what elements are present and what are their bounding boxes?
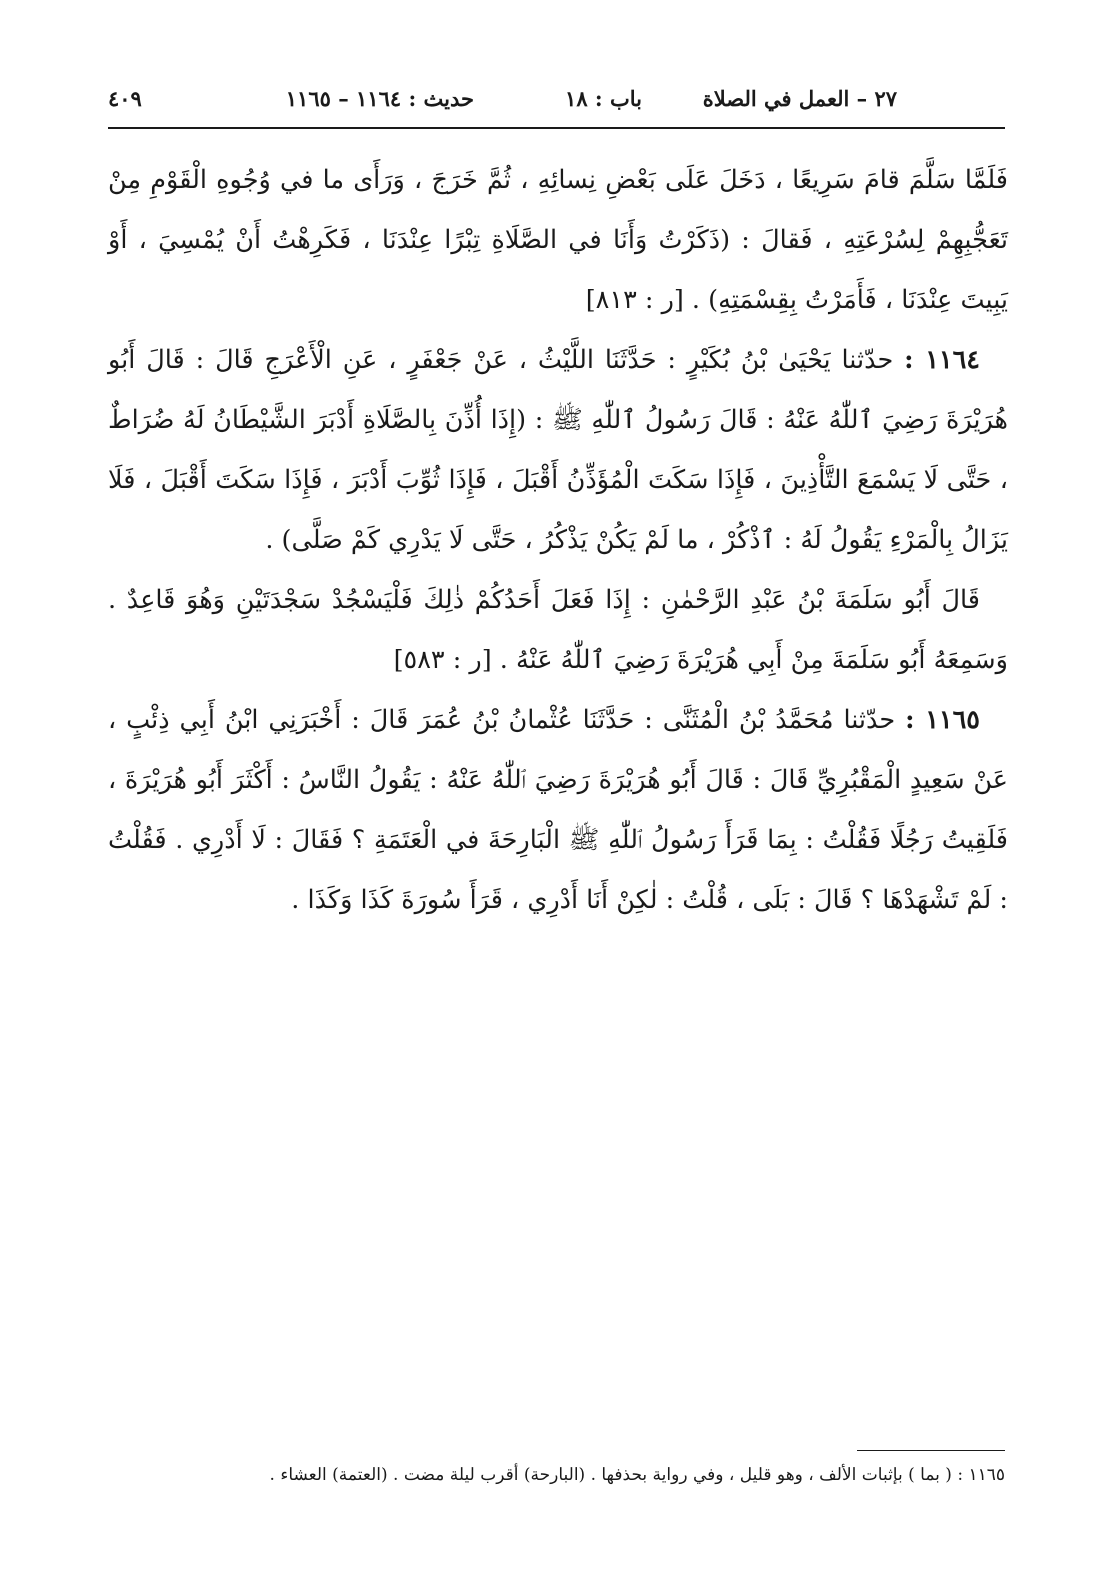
paragraph-text: قَالَ أَبُو سَلَمَةَ بْنُ عَبْدِ الرَّحْمٰنِ : إِذَا فَعَلَ أَحَدُكُمْ ذٰلِكَ فَلْيَسْجُدْ سَجْدَتَيْنِ وَهُوَ قَاعِدٌ . وَسَمِعَهُ أَبُو سَلَمَةَ مِنْ أَبِي هُرَيْرَةَ رَضِيَ ٱللّٰهُ عَنْهُ . [ر : ٥٨٣] (108, 585, 1008, 675)
hadith-1165 (108, 690, 1008, 930)
paragraph-text: حدّثنا مُحَمَّدُ بْنُ الْمُثَنَّى : حَدَّثَنَا عُثْمانُ بْنُ عُمَرَ قَالَ : أَخْبَرَنِي ابْنُ أَبِي ذِئْبٍ ، عَنْ سَعِيدٍ الْمَقْبُرِيِّ قَالَ : قَالَ أَبُو هُرَيْرَةَ رَضِيَ ٱللّٰهُ عَنْهُ : يَقُولُ النَّاسُ : أَكْثَرَ أَبُو هُرَيْرَةَ ، فَلَقِيتُ رَجُلًا فَقُلْتُ : بِمَا قَرَأَ رَسُولُ ٱللّٰهِ ﷺ الْبَارِحَةَ في الْعَتَمَةِ ؟ فَقَالَ : لَا أَدْرِي . فَقُلْتُ : لَمْ تَشْهَدْهَا ؟ قَالَ : بَلَى ، قُلْتُ : لٰكِنْ أَنَا أَدْرِي ، قَرَأَ سُورَةَ كَذَا وَكَذَا . (108, 705, 1008, 915)
chapter-title: ٢٧ – العمل في الصلاة (702, 86, 897, 111)
bab-number: باب : ١٨ (565, 86, 642, 111)
running-header (108, 82, 897, 122)
page-number: ٤٠٩ (108, 86, 142, 111)
footnote-rule (857, 1450, 1005, 1451)
paragraph-text: فَلَمَّا سَلَّمَ قامَ سَرِيعًا ، دَخَلَ عَلَى بَعْضِ نِسائِهِ ، ثُمَّ خَرَجَ ، وَرَأَى ما في وُجُوهِ الْقَوْمِ مِنْ تَعَجُّبِهِمْ لِسُرْعَتِهِ ، فَقالَ : (ذَكَرْتُ وَأَنَا في الصَّلَاةِ تِبْرًا عِنْدَنَا ، فَكَرِهْتُ أَنْ يُمْسِيَ ، أَوْ يَبِيتَ عِنْدَنَا ، فَأَمَرْتُ بِقِسْمَتِهِ) . [ر : ٨١٣] (108, 165, 1008, 315)
header-rule (108, 127, 1005, 129)
paragraph-abu-salama (108, 570, 1008, 690)
hadith-1164 (108, 330, 1008, 570)
paragraph-continuation (108, 150, 1008, 330)
hadith-number: ١١٦٤ : (904, 345, 980, 375)
hadith-range: حديث : ١١٦٤ – ١١٦٥ (285, 86, 474, 111)
hadith-number: ١١٦٥ : (905, 705, 981, 735)
paragraph-text: حدّثنا يَحْيَىٰ بْنُ بُكَيْرٍ : حَدَّثَنَا اللَّيْثُ ، عَنْ جَعْفَرٍ ، عَنِ الْأَعْرَجِ قَالَ : قَالَ أَبُو هُرَيْرَةَ رَضِيَ ٱللّٰهُ عَنْهُ : قَالَ رَسُولُ ٱللّٰهِ ﷺ : (إِذَا أُذِّنَ بِالصَّلَاةِ أَدْبَرَ الشَّيْطَانُ لَهُ ضُرَاطٌ ، حَتَّى لَا يَسْمَعَ التَّأْذِينَ ، فَإِذَا سَكَتَ الْمُؤَذِّنُ أَقْبَلَ ، فَإِذَا ثُوِّبَ أَدْبَرَ ، فَإِذَا سَكَتَ أَقْبَلَ ، فَلَا يَزَالُ بِالْمَرْءِ يَقُولُ لَهُ : ٱذْكُرْ ، ما لَمْ يَكُنْ يَذْكُرُ ، حَتَّى لَا يَدْرِي كَمْ صَلَّى) . (108, 345, 1008, 555)
footnote: ١١٦٥ : ( بما ) بإثبات الألف ، وهو قليل ، وفي رواية بحذفها . (البارحة) أقرب ليلة مضت . (العتمة) العشاء . (269, 1465, 1005, 1485)
main-text (108, 150, 1008, 930)
